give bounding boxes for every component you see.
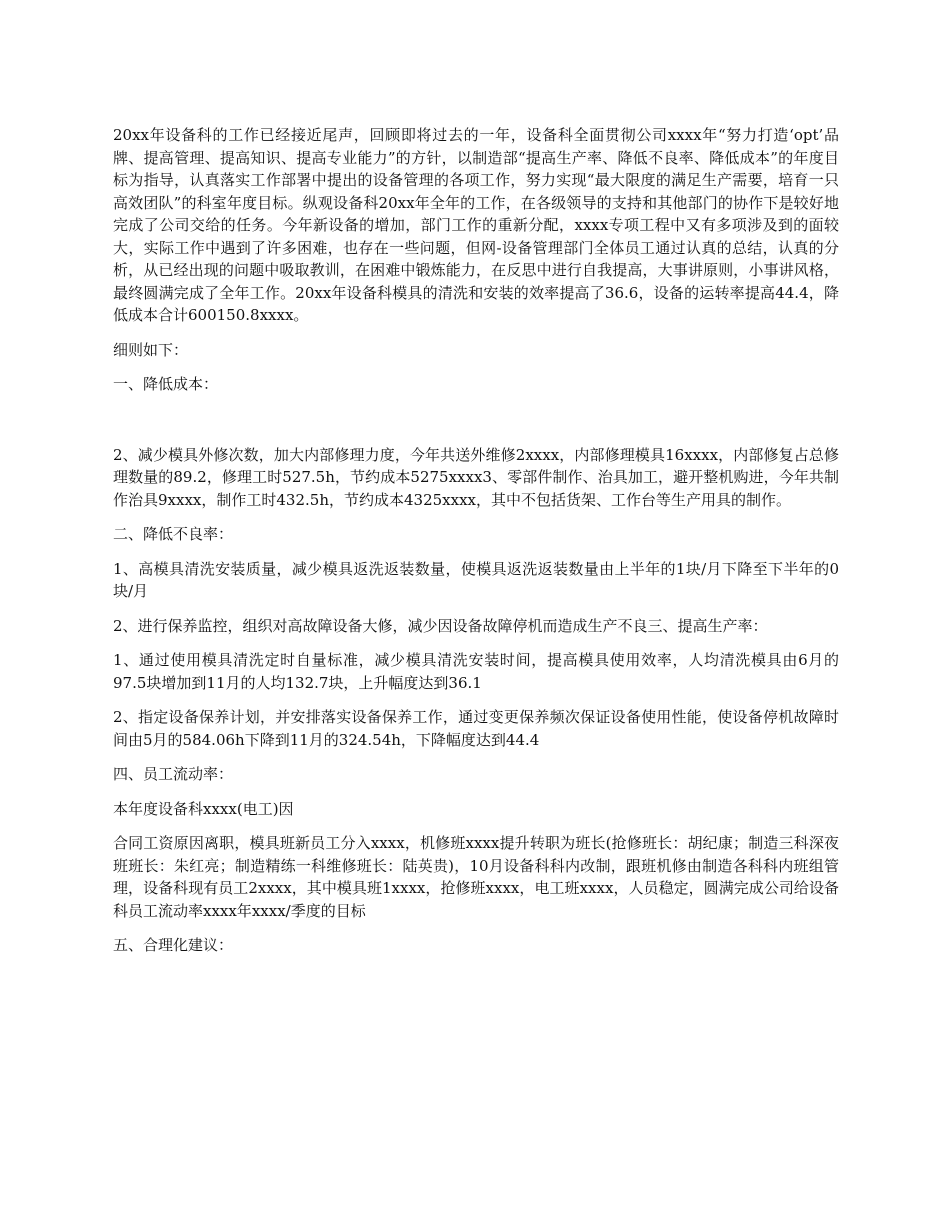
- section-heading-cost: 一、降低成本：: [113, 375, 219, 393]
- section-heading-suggestions: 五、合理化建议：: [113, 936, 234, 954]
- defect-item-2: 2、进行保养监控，组织对高故障设备大修，减少因设备故障停机而造成生产不良三、提高生产率：: [113, 616, 768, 635]
- section-heading-defect: 二、降低不良率：: [113, 525, 234, 543]
- details-intro: 细则如下：: [113, 340, 189, 359]
- section-heading-turnover: 四、员工流动率：: [113, 765, 234, 783]
- defect-item-1: 1、高模具清洗安装质量，减少模具返洗返装数量，使模具返洗返装数量由上半年的1块/月下降至下半年的0块/月: [113, 559, 839, 600]
- blank-gap: [113, 408, 839, 444]
- turnover-line-1: 本年度设备科xxxx(电工)因: [113, 799, 294, 818]
- cost-item-2: 2、减少模具外修次数，加大内部修理力度，今年共送外维修2xxxx，内部修理模具16xxxx，内部修复占总修理数量的89.2，修理工时527.5h，节约成本5275xxxx3、零部件制作、治具加工，避开整机购进，今年共制作治具9xxxx，制作工时432.5h，节约成本4325xxxx，其中不包括货架、工作台等生产用具的制作。: [113, 445, 839, 509]
- productivity-item-1: 1、通过使用模具清洗定时自量标准，减少模具清洗安装时间，提高模具使用效率，人均清洗模具由6月的97.5块增加到11月的人均132.7块，上升幅度达到36.1: [113, 651, 839, 692]
- turnover-paragraph: 合同工资原因离职，模具班新员工分入xxxx，机修班xxxx提升转职为班长(抢修班长：胡纪康；制造三科深夜班班长：朱红亮；制造精练一科维修班长：陆英贵)，10月设备科科内改制，跟班机修由制造各科科内班组管理，设备科现有员工2xxxx，其中模具班1xxxx，抢修班xxxx，电工班xxxx，人员稳定，圆满完成公司给设备科员工流动率xxxx年xxxx/季度的目标: [113, 834, 839, 920]
- intro-paragraph: 20xx年设备科的工作已经接近尾声，回顾即将过去的一年，设备科全面贯彻公司xxxx年“努力打造‘opt’品牌、提高管理、提高知识、提高专业能力”的方针，以制造部“提高生产率、降低不良率、降低成本”的年度目标为指导，认真落实工作部署中提出的设备管理的各项工作，努力实现“最大限度的满足生产需要，培育一只高效团队”的科室年度目标。纵观设备科20xx年全年的工作，在各级领导的支持和其他部门的协作下是较好地完成了公司交给的任务。今年新设备的增加，部门工作的重新分配，xxxx专项工程中又有多项涉及到的面较大，实际工作中遇到了许多困难，也存在一些问题，但网-设备管理部门全体员工通过认真的总结，认真的分析，从已经出现的问题中吸取教训，在困难中锻炼能力，在反思中进行自我提高，大事讲原则，小事讲风格，最终圆满完成了全年工作。20xx年设备科模具的清洗和安装的效率提高了36.6，设备的运转率提高44.4，降低成本合计600150.8xxxx。: [113, 126, 839, 324]
- productivity-item-2: 2、指定设备保养计划，并安排落实设备保养工作，通过变更保养频次保证设备使用性能，使设备停机故障时间由5月的584.06h下降到11月的324.54h，下降幅度达到44.4: [113, 708, 839, 749]
- document-body: [113, 124, 839, 969]
